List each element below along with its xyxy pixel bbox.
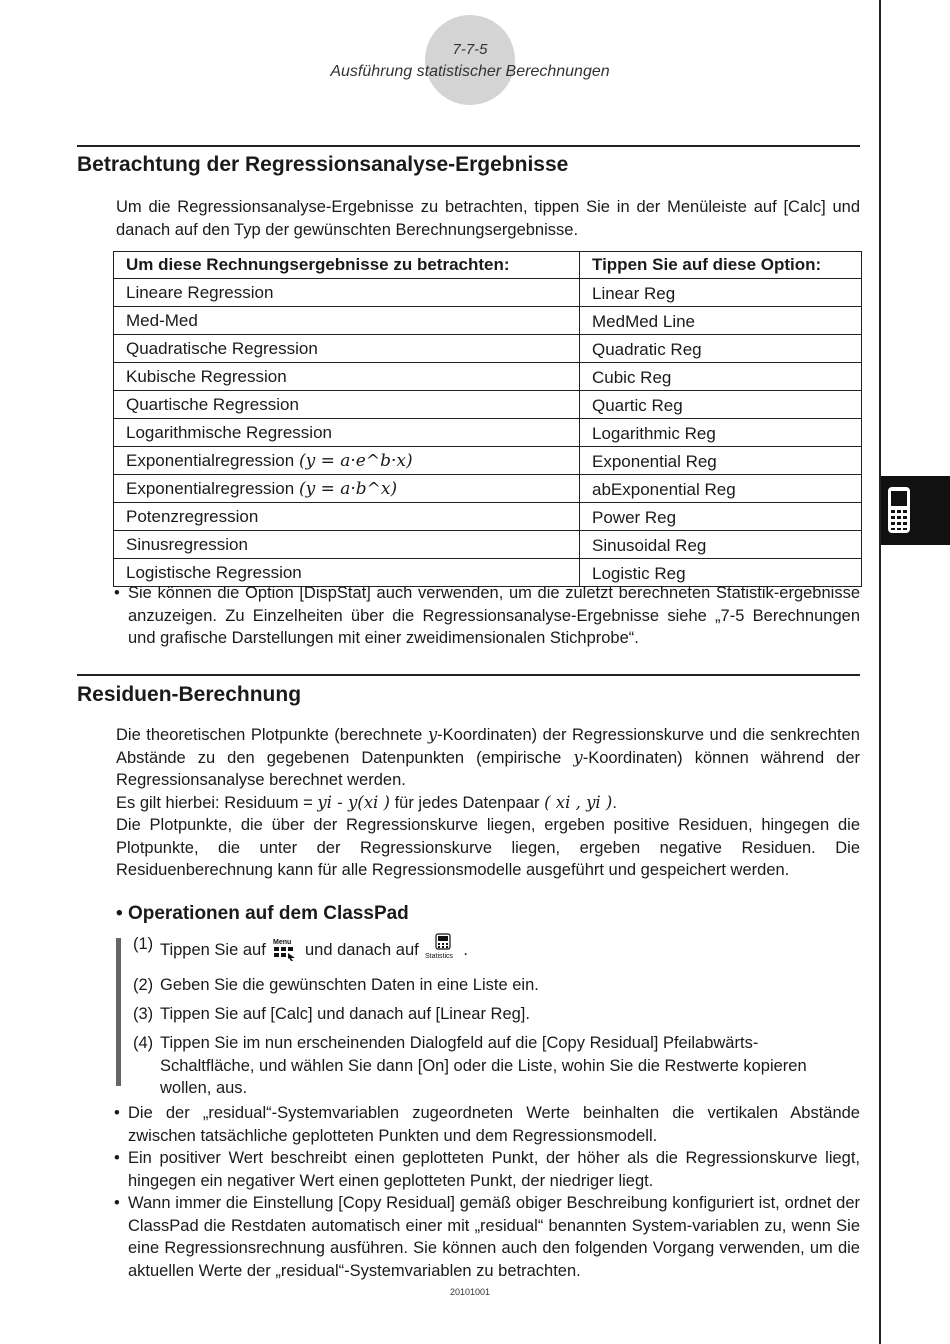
table-row — [114, 419, 862, 447]
steps-side-bar — [116, 938, 121, 1086]
table-cell-result: Logarithmische Regression — [114, 419, 580, 447]
page-number-circle — [425, 15, 515, 105]
operation-steps — [133, 933, 833, 1106]
text-span: . — [612, 793, 617, 812]
statistics-icon-text: Statistics — [425, 953, 454, 960]
step-text: Tippen Sie auf — [160, 941, 271, 959]
page-number: 7-7-5 — [452, 41, 488, 58]
residual-formula: yi - y(xi ) — [317, 792, 390, 812]
list-item — [114, 1192, 860, 1282]
table-cell-result — [114, 475, 580, 503]
operations-subheading — [116, 903, 409, 925]
table-cell-option: Exponential Reg — [580, 447, 862, 475]
step-item — [133, 933, 833, 968]
section-intro: Um die Regressionsanalyse-Ergebnisse zu betrachten, tippen Sie in der Menüleiste auf [Calc] und danach auf den Typ der gewünschten Berechnungsergebnisse. — [116, 198, 860, 239]
table-cell-result: Med-Med — [114, 307, 580, 335]
table-row — [114, 475, 862, 503]
table-row — [114, 447, 862, 475]
table-row — [114, 503, 862, 531]
bullet-dot: • — [114, 584, 120, 602]
data-pair-formula: ( xi , yi ) — [544, 792, 613, 812]
table-cell-result: Quadratische Regression — [114, 335, 580, 363]
residual-sign-explanation: Die Plotpunkte, die über der Regressionskurve liegen, ergeben positive Residuen, hingegen die Plotpunkte, die unter der Regressionskurve liegen, ergeben negative Residuen. Die Residuenberechnung kann für alle Regressionsmodelle ausgeführt und gespeichert werden. — [116, 816, 860, 879]
step-text: Geben Sie die gewünschten Daten in eine Liste ein. — [160, 976, 539, 994]
step-text: und danach auf — [300, 941, 424, 959]
list-item — [114, 1102, 860, 1147]
table-cell-result: Quartische Regression — [114, 391, 580, 419]
text-span: Es gilt hierbei: Residuum = — [116, 793, 318, 812]
bullet-dot: • — [114, 1149, 120, 1167]
table-cell-option: Quartic Reg — [580, 391, 862, 419]
table-cell-option: Sinusoidal Reg — [580, 531, 862, 559]
table-cell-option: abExponential Reg — [580, 475, 862, 503]
table-row — [114, 279, 862, 307]
menu-icon — [272, 937, 298, 968]
regression-options-table — [113, 251, 862, 587]
note-text: Wann immer die Einstellung [Copy Residual] gemäß obiger Beschreibung konfiguriert ist, ordnet der ClassPad die Restdaten automatisch einer mit „residual“ benannten System-variablen zu, wenn Sie eine Regressionsrechnung ausführen. Sie können auch den folgenden Vorgang verwenden, um die aktuellen Werte der „residual“-Systemvariablen zu betrachten. — [128, 1194, 860, 1280]
residual-definition-text — [116, 724, 860, 792]
section-heading-residuals: Residuen-Berechnung — [77, 683, 302, 706]
list-item — [114, 582, 860, 650]
residual-formula-line — [116, 792, 860, 815]
text-span: für jedes Datenpaar — [390, 793, 545, 812]
math-y: y — [427, 725, 438, 744]
table-cell-result: Lineare Regression — [114, 279, 580, 307]
chapter-tab — [881, 476, 950, 545]
table-cell-result: Potenzregression — [114, 503, 580, 531]
table-cell-option: Cubic Reg — [580, 363, 862, 391]
table-cell-option: Quadratic Reg — [580, 335, 862, 363]
table-cell-result: Sinusregression — [114, 531, 580, 559]
text-span: -Koordinaten) der Regressionskurve und die senkrechten Abstände zu den gegebenen Datenpunkten (empirische — [116, 726, 860, 767]
step-number: (2) — [133, 976, 154, 994]
step-text: . — [463, 941, 468, 959]
step-item — [133, 1003, 833, 1026]
residual-intro-paragraph — [116, 724, 860, 882]
section-divider — [77, 674, 860, 676]
ab-exponential-formula: (y = a·b^x) — [298, 478, 398, 499]
residual-notes — [114, 1102, 860, 1282]
step-number: (4) — [133, 1034, 154, 1052]
step-item — [133, 974, 833, 997]
step-text: Tippen Sie auf [Calc] und danach auf [Linear Reg]. — [160, 1005, 530, 1023]
dispstat-note — [114, 582, 860, 650]
table-header-row — [114, 252, 862, 279]
bullet-dot: • — [114, 1194, 120, 1212]
math-y: y — [573, 747, 583, 767]
footer-code: 20101001 — [449, 1287, 491, 1297]
table-cell-result: Kubische Regression — [114, 363, 580, 391]
right-margin-rule — [879, 0, 881, 1344]
text-span: Die theoretischen Plotpunkte (berechnete — [116, 726, 428, 744]
step-number: (3) — [133, 1005, 154, 1023]
note-text: Die der „residual“-Systemvariablen zugeordneten Werte beinhalten die vertikalen Abstände zwischen tatsächliche geplotteten Punkten und dem Regressionsmodell. — [128, 1104, 860, 1145]
table-cell-option: Linear Reg — [580, 279, 862, 307]
statistics-app-icon — [425, 933, 461, 968]
note-text: Sie können die Option [DispStat] auch verwenden, um die zuletzt berechneten Statistik-ergebnisse anzuzeigen. Zu Einzelheiten über die Regressionsanalyse-Ergebnisse siehe „7-5 Berechnungen und grafische Darstellungen mit einer zweidimensionalen Stichprobe“. — [128, 584, 860, 647]
text-span: -Koordinaten) können während der Regressionsanalyse berechnet werden. — [116, 748, 860, 789]
table-row — [114, 531, 862, 559]
step-item — [133, 1032, 833, 1100]
table-row — [114, 335, 862, 363]
table-row — [114, 391, 862, 419]
table-cell-result-label: Exponentialregression — [126, 478, 295, 498]
bullet-dot: • — [114, 1104, 120, 1122]
note-text: Ein positiver Wert beschreibt einen geplotteten Punkt, der höher als die Regressionskurve liegt, hingegen ein negativer Wert einen geplotteten Punkt, der niedriger liegt. — [128, 1149, 860, 1190]
subheading-text: Operationen auf dem ClassPad — [127, 903, 409, 924]
menu-icon-text: Menu — [273, 939, 292, 946]
table-cell-option: Logarithmic Reg — [580, 419, 862, 447]
bullet-dot: • — [116, 903, 123, 924]
exponential-formula: (y = a·e^b·x) — [298, 450, 413, 471]
table-row — [114, 363, 862, 391]
table-header-result: Um diese Rechnungsergebnisse zu betrachten: — [114, 252, 580, 279]
table-cell-result-label: Exponentialregression — [126, 450, 295, 470]
list-item — [114, 1147, 860, 1192]
chapter-title: Ausführung statistischer Berechnungen — [330, 63, 610, 80]
step-text: Tippen Sie im nun erscheinenden Dialogfeld auf die [Copy Residual] Pfeilabwärts-Schaltfläche, und wählen Sie dann [On] oder die Liste, wohin Sie die Restwerte kopieren wollen, aus. — [160, 1034, 807, 1097]
table-cell-result: Logistische Regression — [114, 559, 580, 587]
section-divider — [77, 145, 860, 147]
table-row — [114, 307, 862, 335]
table-cell-option: Logistic Reg — [580, 559, 862, 587]
table-cell-option: Power Reg — [580, 503, 862, 531]
classpad-device-icon — [887, 486, 911, 534]
table-header-option: Tippen Sie auf diese Option: — [580, 252, 862, 279]
table-cell-option: MedMed Line — [580, 307, 862, 335]
step-number: (1) — [133, 935, 154, 953]
table-cell-result — [114, 447, 580, 475]
section-heading-regression-results: Betrachtung der Regressionsanalyse-Ergebnisse — [77, 153, 569, 176]
